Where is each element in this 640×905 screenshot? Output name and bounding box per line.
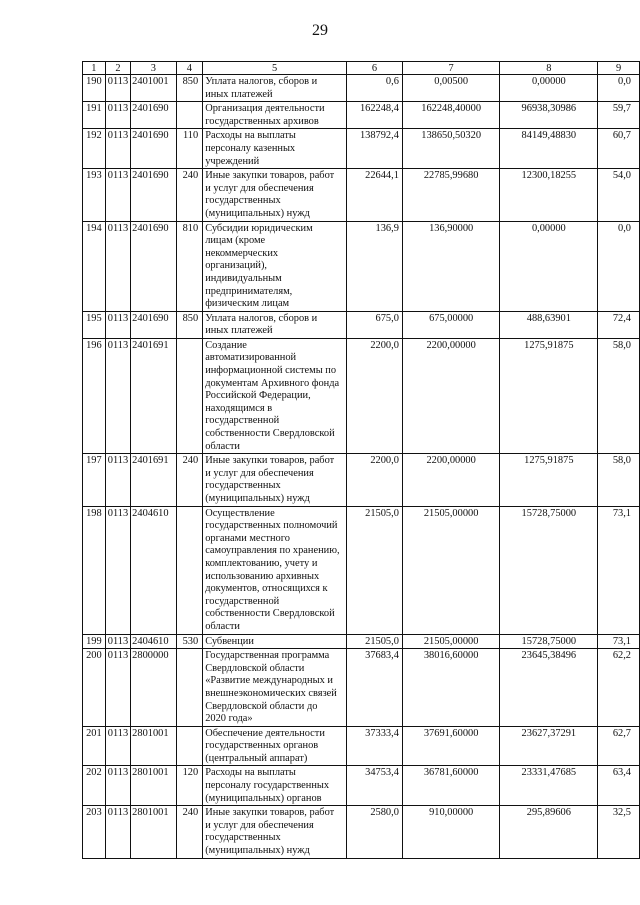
expense-name-line: Иные закупки товаров, работ [205, 455, 335, 467]
expense-type-code: 120 [176, 766, 203, 806]
expense-name [203, 634, 347, 649]
planned-amount: 34753,4 [347, 766, 403, 806]
target-article-code: 2401691 [131, 338, 176, 453]
expense-name-line: собственности Свердловской [205, 428, 335, 440]
column-header: 7 [402, 62, 499, 75]
executed-amount: 96938,30986 [500, 102, 598, 129]
expense-name-line: персоналу казенных [205, 142, 296, 154]
expense-name-line: и услуг для обеспечения [205, 819, 314, 831]
expense-name-line: Уплата налогов, сборов и [205, 76, 318, 87]
refined-amount: 38016,60000 [402, 649, 499, 727]
table-row [83, 311, 640, 338]
expense-name-line: Расходы на выплаты [205, 767, 296, 779]
expense-name-line: находящимся в [205, 402, 273, 414]
expense-name-line: учреждений [205, 155, 260, 167]
row-number: 201 [83, 726, 106, 766]
expense-name-line: 2020 года» [205, 713, 253, 725]
target-article-code: 2801001 [131, 766, 176, 806]
planned-amount: 2580,0 [347, 806, 403, 858]
target-article-code: 2404610 [131, 506, 176, 634]
executed-amount: 84149,48830 [500, 129, 598, 169]
target-article-code: 2401690 [131, 221, 176, 311]
planned-amount: 22644,1 [347, 169, 403, 221]
section-code: 0113 [105, 338, 130, 453]
expense-type-code [176, 338, 203, 453]
expense-name-line: (муниципальных) органов [205, 792, 322, 804]
target-article-code: 2401690 [131, 169, 176, 221]
expense-name [203, 75, 347, 102]
expense-type-code [176, 649, 203, 727]
expense-type-code: 850 [176, 311, 203, 338]
planned-amount: 162248,4 [347, 102, 403, 129]
table-row [83, 338, 640, 453]
expense-name-line: Обеспечение деятельности [205, 727, 325, 739]
row-number: 191 [83, 102, 106, 129]
expense-name [203, 221, 347, 311]
refined-amount: 2200,00000 [402, 338, 499, 453]
expense-name [203, 102, 347, 129]
table-row [83, 726, 640, 766]
refined-amount: 910,00000 [402, 806, 499, 858]
table-row [83, 806, 640, 858]
column-header: 1 [83, 62, 106, 75]
row-number: 194 [83, 221, 106, 311]
execution-percent: 54,0 [598, 169, 640, 221]
planned-amount: 0,6 [347, 75, 403, 102]
expense-name-line: информационной системы по [205, 365, 337, 377]
expense-name-line: иных платежей [205, 88, 273, 100]
expense-name-line: государственных полномочий [205, 520, 338, 532]
refined-amount: 36781,60000 [402, 766, 499, 806]
executed-amount: 23331,47685 [500, 766, 598, 806]
execution-percent: 0,0 [598, 221, 640, 311]
executed-amount: 23627,37291 [500, 726, 598, 766]
expense-name-line: комплектованию, учету и [205, 557, 318, 569]
expense-name-line: автоматизированной [205, 352, 297, 364]
execution-percent: 73,1 [598, 506, 640, 634]
row-number: 202 [83, 766, 106, 806]
execution-percent: 62,2 [598, 649, 640, 727]
expense-name-line: государственной [205, 595, 280, 607]
section-code: 0113 [105, 506, 130, 634]
table-row [83, 454, 640, 506]
table-row [83, 649, 640, 727]
target-article-code: 2801001 [131, 806, 176, 858]
expense-name-line: Субвенции [205, 635, 254, 647]
target-article-code: 2401690 [131, 311, 176, 338]
execution-percent: 0,0 [598, 75, 640, 102]
expense-name-line: документам Архивного фонда [205, 377, 340, 389]
column-header: 5 [203, 62, 347, 75]
expense-name-line: иных платежей [205, 325, 273, 337]
expense-type-code: 240 [176, 454, 203, 506]
row-number: 199 [83, 634, 106, 649]
expense-name-line: Иные закупки товаров, работ [205, 807, 335, 819]
expense-name-line: персоналу государственных [205, 780, 330, 792]
refined-amount: 136,90000 [402, 221, 499, 311]
planned-amount: 675,0 [347, 311, 403, 338]
planned-amount: 2200,0 [347, 338, 403, 453]
executed-amount: 0,00000 [500, 75, 598, 102]
target-article-code: 2401690 [131, 129, 176, 169]
expense-name-line: государственных [205, 832, 281, 844]
executed-amount: 23645,38496 [500, 649, 598, 727]
expense-name-line: органами местного [205, 532, 290, 544]
refined-amount: 138650,50320 [402, 129, 499, 169]
expense-name [203, 506, 347, 634]
planned-amount: 138792,4 [347, 129, 403, 169]
target-article-code: 2801001 [131, 726, 176, 766]
executed-amount: 295,89606 [500, 806, 598, 858]
expense-name-line: государственных органов [205, 740, 319, 752]
expense-name-line: индивидуальным [205, 272, 282, 284]
refined-amount: 21505,00000 [402, 506, 499, 634]
section-code: 0113 [105, 75, 130, 102]
expense-type-code [176, 726, 203, 766]
expense-name-line: самоуправления по хранению, [205, 545, 340, 557]
row-number: 190 [83, 75, 106, 102]
expense-name [203, 726, 347, 766]
expense-type-code: 240 [176, 806, 203, 858]
table-row [83, 221, 640, 311]
row-number: 200 [83, 649, 106, 727]
section-code: 0113 [105, 726, 130, 766]
section-code: 0113 [105, 649, 130, 727]
table-row [83, 169, 640, 221]
row-number: 198 [83, 506, 106, 634]
planned-amount: 21505,0 [347, 506, 403, 634]
column-header: 4 [176, 62, 203, 75]
expense-name-line: и услуг для обеспечения [205, 467, 314, 479]
section-code: 0113 [105, 221, 130, 311]
column-header: 2 [105, 62, 130, 75]
execution-percent: 58,0 [598, 454, 640, 506]
row-number: 197 [83, 454, 106, 506]
section-code: 0113 [105, 806, 130, 858]
refined-amount: 162248,40000 [402, 102, 499, 129]
column-header: 8 [500, 62, 598, 75]
expense-name-line: Создание [205, 339, 247, 351]
expense-type-code: 850 [176, 75, 203, 102]
column-header: 6 [347, 62, 403, 75]
expense-name [203, 454, 347, 506]
expense-name-line: Свердловской области [205, 662, 305, 674]
expense-name [203, 766, 347, 806]
expense-name-line: некоммерческих [205, 247, 279, 259]
table-row [83, 102, 640, 129]
expense-type-code: 240 [176, 169, 203, 221]
section-code: 0113 [105, 766, 130, 806]
section-code: 0113 [105, 129, 130, 169]
expense-name-line: государственной [205, 415, 280, 427]
execution-percent: 60,7 [598, 129, 640, 169]
target-article-code: 2404610 [131, 634, 176, 649]
expense-type-code: 810 [176, 221, 203, 311]
expense-name-line: Расходы на выплаты [205, 130, 296, 142]
refined-amount: 2200,00000 [402, 454, 499, 506]
expense-type-code [176, 506, 203, 634]
expense-name-line: государственных [205, 195, 281, 207]
column-header: 3 [131, 62, 176, 75]
section-code: 0113 [105, 311, 130, 338]
expense-name-line: (муниципальных) нужд [205, 493, 310, 504]
expense-name-line: (муниципальных) нужд [205, 845, 310, 857]
expense-name-line: организаций), [205, 260, 268, 272]
expense-name-line: области [205, 620, 240, 632]
expense-name-line: (центральный аппарат) [205, 752, 308, 764]
execution-percent: 58,0 [598, 338, 640, 453]
expense-name-line: лицам (кроме [205, 235, 266, 247]
expense-name-line: внешнеэкономических связей [205, 687, 337, 699]
executed-amount: 1275,91875 [500, 338, 598, 453]
expense-name-line: и услуг для обеспечения [205, 182, 314, 194]
expense-name-line: Организация деятельности [205, 103, 325, 115]
target-article-code: 2401690 [131, 102, 176, 129]
page-number: 29 [312, 22, 328, 39]
target-article-code: 2800000 [131, 649, 176, 727]
table-row [83, 634, 640, 649]
expense-name-line: Субсидии юридическим [205, 222, 313, 234]
executed-amount: 0,00000 [500, 221, 598, 311]
expense-type-code: 530 [176, 634, 203, 649]
column-header: 9 [598, 62, 640, 75]
execution-percent: 72,4 [598, 311, 640, 338]
refined-amount: 0,00500 [402, 75, 499, 102]
refined-amount: 37691,60000 [402, 726, 499, 766]
section-code: 0113 [105, 102, 130, 129]
expense-name [203, 649, 347, 727]
section-code: 0113 [105, 169, 130, 221]
planned-amount: 37333,4 [347, 726, 403, 766]
expense-name-line: (муниципальных) нужд [205, 207, 310, 219]
execution-percent: 63,4 [598, 766, 640, 806]
expense-name [203, 311, 347, 338]
table-row [83, 129, 640, 169]
expense-name-line: государственных архивов [205, 115, 319, 127]
refined-amount: 22785,99680 [402, 169, 499, 221]
planned-amount: 37683,4 [347, 649, 403, 727]
expense-name [203, 169, 347, 221]
expense-name-line: Уплата налогов, сборов и [205, 312, 318, 324]
section-code: 0113 [105, 634, 130, 649]
expense-name-line: физическим лицам [205, 298, 290, 310]
planned-amount: 21505,0 [347, 634, 403, 649]
table-row [83, 506, 640, 634]
execution-percent: 73,1 [598, 634, 640, 649]
expense-name-line: предпринимателям, [205, 285, 293, 297]
executed-amount: 15728,75000 [500, 506, 598, 634]
executed-amount: 488,63901 [500, 311, 598, 338]
refined-amount: 675,00000 [402, 311, 499, 338]
budget-table [82, 61, 640, 859]
execution-percent: 59,7 [598, 102, 640, 129]
expense-name [203, 338, 347, 453]
expense-name-line: Государственная программа [205, 650, 330, 662]
expense-type-code [176, 102, 203, 129]
expense-name-line: Свердловской области до [205, 700, 318, 712]
expense-name-line: Российской Федерации, [205, 390, 311, 402]
row-number: 193 [83, 169, 106, 221]
header-row [83, 62, 640, 75]
row-number: 203 [83, 806, 106, 858]
expense-name-line: собственности Свердловской [205, 608, 335, 620]
expense-name [203, 806, 347, 858]
expense-name-line: «Развитие международных и [205, 675, 333, 687]
target-article-code: 2401691 [131, 454, 176, 506]
planned-amount: 136,9 [347, 221, 403, 311]
section-code: 0113 [105, 454, 130, 506]
expense-name-line: области [205, 440, 240, 452]
refined-amount: 21505,00000 [402, 634, 499, 649]
expense-name-line: документов, относящихся к [205, 583, 328, 595]
table-row [83, 75, 640, 102]
expense-name-line: Осуществление [205, 507, 275, 519]
planned-amount: 2200,0 [347, 454, 403, 506]
expense-name-line: использованию архивных [205, 570, 320, 582]
expense-name [203, 129, 347, 169]
executed-amount: 15728,75000 [500, 634, 598, 649]
row-number: 192 [83, 129, 106, 169]
expense-type-code: 110 [176, 129, 203, 169]
executed-amount: 1275,91875 [500, 454, 598, 506]
table-row [83, 766, 640, 806]
expense-name-line: Иные закупки товаров, работ [205, 170, 335, 182]
execution-percent: 62,7 [598, 726, 640, 766]
target-article-code: 2401001 [131, 75, 176, 102]
expense-name-line: государственных [205, 480, 281, 492]
executed-amount: 12300,18255 [500, 169, 598, 221]
row-number: 196 [83, 338, 106, 453]
row-number: 195 [83, 311, 106, 338]
execution-percent: 32,5 [598, 806, 640, 858]
